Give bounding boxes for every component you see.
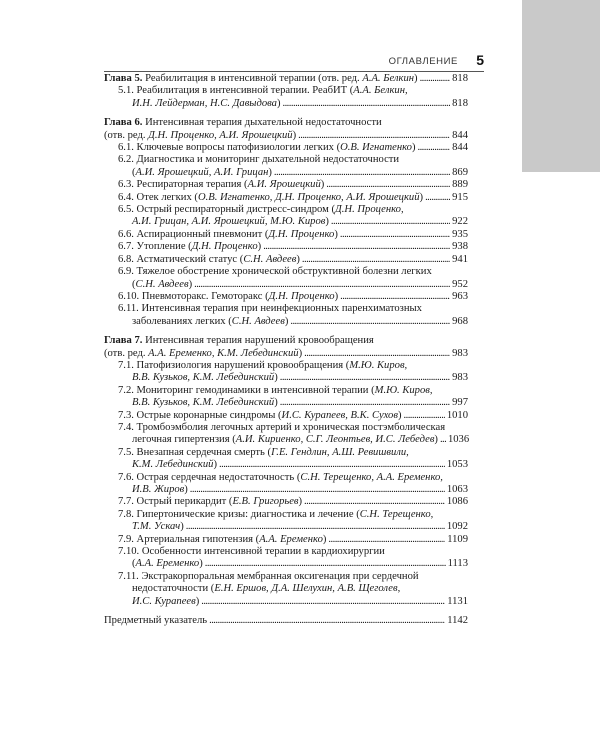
toc-section[interactable]: [104, 254, 468, 266]
leader-dots: [331, 216, 450, 228]
authors-text: М.Ю. Киров,: [374, 384, 433, 396]
toc-line-text: [118, 385, 433, 397]
toc-section[interactable]: [104, 385, 468, 410]
toc-section[interactable]: [104, 534, 468, 546]
title-text: 7.1. Патофизиология нарушений кровообращения (: [118, 359, 350, 371]
toc-section[interactable]: [104, 546, 468, 571]
page-ref: 915: [452, 191, 468, 203]
toc-line: [118, 98, 468, 110]
closing-text: ): [276, 97, 281, 109]
title-text: 6.2. Диагностика и мониторинг дыхательной недостаточности: [118, 154, 400, 166]
leader-dots: [417, 142, 450, 154]
toc-line: [118, 204, 468, 216]
toc-line-text: [145, 73, 418, 85]
title-text: 7.11. Экстракорпоральная мембранная оксигенация при сердечной: [118, 570, 419, 582]
toc-line-text: [132, 316, 288, 328]
toc-line-text: [132, 279, 192, 291]
page-ref: 818: [452, 97, 468, 109]
closing-text: ): [274, 372, 278, 384]
toc-line: [118, 558, 468, 570]
toc-section[interactable]: [104, 447, 468, 472]
leader-dots: [440, 434, 446, 446]
toc-line-text: [118, 142, 415, 154]
toc-line-text: [118, 360, 407, 372]
toc-line: [118, 216, 468, 228]
toc-line: [118, 360, 468, 372]
authors-text: И.С. Курапеев, В.К. Сухов: [281, 409, 398, 421]
toc-line-text: [104, 130, 296, 142]
toc-line-text: [132, 459, 217, 471]
toc-line-text: [132, 484, 188, 496]
closing-text: ): [284, 315, 289, 327]
toc-line: [118, 142, 468, 154]
toc-line-text: [118, 303, 422, 315]
authors-text: О.В. Игнатенко: [340, 142, 412, 154]
authors-text: В.В. Кузьков, К.М. Лебединский: [132, 372, 275, 384]
toc-section[interactable]: [104, 410, 468, 422]
toc-line: [118, 316, 468, 328]
title-text: 6.5. Острый респираторный дистресс-синдром (: [118, 204, 336, 216]
closing-text: ): [320, 179, 325, 191]
toc-line-text: [118, 266, 432, 278]
toc-line: [118, 85, 468, 97]
authors-text: Д.Н. Проценко: [268, 228, 335, 240]
title-text: заболеваниях легких (: [132, 315, 232, 327]
page-ref: 844: [452, 142, 468, 154]
authors-text: И.Н. Лейдерман, Н.С. Давыдова: [132, 97, 277, 109]
toc-section[interactable]: [104, 291, 468, 303]
title-text: (: [132, 558, 136, 570]
title-text: Реабилитация в интенсивной терапии (отв. ред.: [145, 73, 363, 84]
authors-text: К.М. Лебединский: [132, 459, 214, 471]
authors-text: Е.Н. Ершов, Д.А. Шелухин, А.В. Щеголев,: [214, 583, 401, 595]
toc-line: [118, 410, 468, 422]
toc-line: [118, 241, 468, 253]
toc-line-text: [118, 447, 409, 459]
toc-line: [118, 509, 468, 521]
title-text: 7.9. Артериальная гипотензия (: [118, 533, 260, 545]
toc-line: [118, 291, 468, 303]
toc-section[interactable]: [104, 241, 468, 253]
toc-line-text: [145, 117, 382, 129]
title-text: легочная гипертензия (: [132, 434, 236, 446]
closing-text: ): [334, 228, 338, 240]
page-edge-tab: [522, 0, 600, 172]
page-ref: 997: [452, 397, 468, 409]
page-ref: 983: [452, 372, 468, 384]
toc-line-text: [132, 558, 203, 570]
leader-dots: [274, 167, 450, 179]
authors-text: М.Ю. Киров,: [349, 359, 408, 371]
leader-dots: [209, 615, 445, 627]
toc-line-text: [145, 335, 374, 347]
title-text: 6.8. Астматический статус (: [118, 253, 244, 265]
page-ref: 952: [452, 278, 468, 290]
toc-section[interactable]: [104, 360, 468, 385]
leader-dots: [302, 254, 450, 266]
toc-line: [118, 571, 468, 583]
title-text: 6.1. Ключевые вопросы патофизиологии легких (: [118, 142, 341, 154]
closing-text: ): [325, 216, 329, 228]
toc-line-text: [118, 422, 445, 434]
page-number: 5: [476, 52, 484, 68]
closing-text: ): [195, 595, 200, 607]
authors-text: А.А. Белкин,: [353, 85, 408, 97]
authors-text: С.Н. Терещенко,: [359, 508, 434, 520]
toc-section[interactable]: [104, 154, 468, 179]
toc-line-text: [132, 521, 184, 533]
toc-chapter[interactable]: [104, 117, 468, 142]
toc-section[interactable]: [104, 509, 468, 534]
toc-line-text: [132, 596, 199, 608]
closing-text: ): [199, 558, 203, 570]
leader-dots: [304, 348, 450, 360]
page-ref: 1036: [447, 434, 470, 446]
toc-line-text: [118, 509, 433, 521]
leader-dots: [194, 279, 450, 291]
page-ref: 844: [452, 129, 468, 141]
title-text: 7.3. Острые коронарные синдромы (: [118, 409, 282, 421]
toc-line-text: [118, 410, 402, 422]
toc-line: [118, 472, 468, 484]
page-ref: 935: [452, 228, 468, 240]
title-text: 7.6. Острая сердечная недостаточность (: [118, 471, 301, 483]
toc-line: [118, 459, 468, 471]
closing-text: ): [434, 434, 438, 446]
toc-line: [118, 167, 468, 179]
toc-line: [118, 496, 468, 508]
page-ref: 1142: [447, 615, 468, 627]
authors-text: С.Н. Терещенко, А.А. Еременко,: [300, 471, 443, 483]
leader-dots: [205, 558, 446, 570]
title-text: 7.8. Гипертонические кризы: диагностика и лечение (: [118, 508, 360, 520]
toc-section[interactable]: [104, 204, 468, 229]
title-text: 5.1. Реабилитация в интенсивной терапии. РеабИТ (: [118, 85, 354, 97]
toc-line: [118, 484, 468, 496]
toc-section[interactable]: [104, 571, 468, 608]
toc-line: [118, 266, 468, 278]
toc-line: [118, 372, 468, 384]
toc-line: [118, 385, 468, 397]
toc-line: [118, 447, 468, 459]
leader-dots: [190, 484, 445, 496]
toc-section[interactable]: [104, 422, 468, 447]
page-ref: 1086: [446, 496, 468, 508]
page-ref: 922: [452, 216, 468, 228]
toc-line-text: [132, 167, 272, 179]
authors-text: А.И. Ярошецкий, А.И. Грицан: [135, 166, 269, 178]
title-text: (отв. ред.: [104, 347, 149, 359]
leader-dots: [326, 179, 450, 191]
toc-line: [118, 534, 468, 546]
toc-section[interactable]: [104, 142, 468, 154]
leader-dots: [186, 521, 445, 533]
toc-section[interactable]: [104, 472, 468, 497]
authors-text: С.Н. Авдеев: [231, 315, 285, 327]
title-text: 7.10. Особенности интенсивной терапии в кардиохирургии: [118, 546, 385, 558]
chapter-label: Глава 5.: [104, 73, 143, 84]
authors-text: А.А. Еременко: [135, 558, 200, 570]
leader-dots: [425, 192, 450, 204]
authors-text: А.А. Еременко: [259, 533, 323, 545]
title-text: 7.2. Мониторинг гемодинамики в интенсивной терапии (: [118, 384, 375, 396]
toc-line: [118, 434, 468, 446]
toc-line-text: [118, 534, 326, 546]
leader-dots: [340, 229, 450, 241]
title-text: 6.7. Утопление (: [118, 241, 192, 253]
page-ref: 1131: [447, 595, 468, 607]
title-text: (: [132, 278, 136, 290]
closing-text: ): [397, 409, 402, 421]
title-text: 6.4. Отек легких (: [118, 191, 198, 203]
toc-line-text: [118, 179, 324, 191]
toc-line-text: [118, 192, 423, 204]
chapter-label: Глава 7.: [104, 335, 143, 347]
closing-text: ): [257, 241, 262, 253]
authors-text: И.В. Жиров: [132, 484, 185, 495]
authors-text: И.С. Курапеев: [132, 595, 196, 607]
page-ref: 818: [452, 73, 468, 84]
page-ref: 941: [452, 253, 468, 265]
toc-line: [104, 335, 468, 347]
authors-text: А.И. Кириенко, С.Г. Леонтьев, И.С. Лебедев: [235, 434, 435, 446]
toc-line-text: [118, 204, 404, 216]
closing-text: ): [184, 484, 188, 495]
toc-section[interactable]: [104, 303, 468, 328]
closing-text: ): [188, 278, 193, 290]
closing-text: ): [411, 142, 416, 154]
authors-text: Д.Н. Проценко,: [335, 204, 404, 216]
leader-dots: [290, 316, 450, 328]
toc-line-text: [132, 98, 280, 110]
page-ref: 869: [452, 166, 468, 178]
title-text: 6.6. Аспирационный пневмонит (: [118, 228, 269, 240]
closing-text: ): [414, 73, 418, 84]
toc-line: [104, 615, 468, 627]
authors-text: А.И. Ярошецкий: [247, 179, 321, 191]
page-ref: 983: [452, 347, 468, 359]
title-text: 6.9. Тяжелое обострение хронической обструктивной болезни легких: [118, 266, 432, 278]
toc-line-text: [132, 434, 438, 446]
closing-text: ): [213, 459, 218, 471]
page-ref: 889: [452, 179, 468, 191]
toc-section[interactable]: [104, 192, 468, 204]
leader-dots: [404, 410, 445, 422]
toc-line-text: [118, 154, 399, 166]
page-ref: 1063: [446, 484, 468, 495]
leader-dots: [298, 130, 450, 142]
toc-section[interactable]: [104, 179, 468, 191]
toc-line: [104, 73, 468, 85]
toc-line-text: [104, 615, 207, 627]
toc-chapter[interactable]: [104, 335, 468, 360]
authors-text: Д.Н. Проценко: [268, 290, 335, 302]
toc-index-entry[interactable]: [104, 615, 468, 627]
toc-line-text: [118, 85, 408, 97]
toc-line-text: [118, 241, 261, 253]
authors-text: С.Н. Авдеев: [243, 253, 297, 265]
toc-line-text: [118, 496, 302, 508]
closing-text: ): [296, 253, 300, 265]
closing-text: ): [180, 521, 184, 533]
page-ref: 1010: [446, 409, 468, 421]
title-text: Предметный указатель: [104, 615, 208, 627]
title-text: 7.4. Тромбоэмболия легочных артерий и хроническая постэмболическая: [118, 421, 446, 433]
closing-text: ): [268, 166, 272, 178]
toc-line: [118, 229, 468, 241]
authors-text: Е.В. Григорьев: [232, 496, 299, 508]
title-text: недостаточности (: [132, 583, 215, 595]
toc-section[interactable]: [104, 496, 468, 508]
title-text: (: [132, 166, 136, 178]
authors-text: Д.Н. Проценко, А.И. Ярошецкий: [148, 129, 293, 141]
toc-line: [118, 279, 468, 291]
toc-section[interactable]: [104, 85, 468, 110]
toc-line: [118, 596, 468, 608]
toc-line-text: [104, 348, 302, 360]
toc-line-text: [118, 472, 443, 484]
authors-text: В.В. Кузьков, К.М. Лебединский: [132, 397, 275, 409]
leader-dots: [328, 534, 445, 546]
toc-line-text: [118, 546, 385, 558]
running-title: ОГЛАВЛЕНИЕ: [388, 56, 458, 67]
closing-text: ): [292, 129, 297, 141]
toc-line-text: [118, 229, 338, 241]
page-ref: 1053: [446, 459, 468, 471]
authors-text: Д.Н. Проценко: [191, 241, 258, 253]
leader-dots: [420, 73, 451, 85]
toc-line: [104, 348, 468, 360]
leader-dots: [304, 496, 445, 508]
authors-text: О.В. Игнатенко, Д.Н. Проценко, А.И. Ярошецкий: [197, 191, 420, 203]
authors-text: С.Н. Авдеев: [135, 278, 189, 290]
toc-line-text: [132, 372, 278, 384]
toc-line-text: [118, 254, 300, 266]
title-text: 6.10. Пневмоторакс. Гемоторакс (: [118, 290, 269, 302]
toc-line: [118, 154, 468, 166]
title-text: Интенсивная терапия дыхательной недостаточности: [145, 117, 382, 129]
closing-text: ): [334, 290, 339, 302]
title-text: 6.11. Интенсивная терапия при неинфекционных паренхиматозных: [118, 303, 422, 315]
page-ref: 1109: [447, 533, 468, 545]
toc-line: [118, 521, 468, 533]
toc-line-text: [118, 571, 419, 583]
leader-dots: [219, 459, 445, 471]
header-rule: [104, 71, 484, 72]
toc-line: [104, 130, 468, 142]
page-ref: 1092: [446, 521, 468, 533]
page-ref: 968: [452, 315, 468, 327]
leader-dots: [340, 291, 450, 303]
leader-dots: [280, 397, 450, 409]
toc-chapter[interactable]: [104, 73, 468, 85]
authors-text: Т.М. Ускач: [132, 521, 181, 533]
closing-text: ): [322, 533, 327, 545]
leader-dots: [263, 241, 450, 253]
closing-text: ): [298, 347, 303, 359]
leader-dots: [282, 98, 450, 110]
leader-dots: [201, 596, 445, 608]
toc-line-text: [118, 291, 338, 303]
title-text: 7.7. Острый перикардит (: [118, 496, 233, 508]
toc-line: [118, 303, 468, 315]
page-ref: 938: [452, 241, 468, 253]
toc-line-text: [132, 583, 400, 595]
page-ref: 1113: [447, 558, 468, 570]
toc-line: [118, 179, 468, 191]
toc-section[interactable]: [104, 266, 468, 291]
closing-text: ): [419, 191, 424, 203]
title-text: (отв. ред.: [104, 129, 149, 141]
toc-line: [118, 422, 468, 434]
page-header: [104, 52, 484, 70]
title-text: Интенсивная терапия нарушений кровообращения: [145, 335, 374, 347]
authors-text: А.А. Еременко, К.М. Лебединский: [148, 347, 299, 359]
table-of-contents: [104, 73, 468, 627]
toc-line: [118, 192, 468, 204]
chapter-label: Глава 6.: [104, 117, 143, 129]
toc-line-text: [132, 397, 278, 409]
toc-line-text: [132, 216, 329, 228]
authors-text: А.А. Белкин: [362, 73, 415, 84]
title-text: 7.5. Внезапная сердечная смерть (: [118, 446, 272, 458]
title-text: 6.3. Респираторная терапия (: [118, 179, 248, 191]
closing-text: ): [274, 397, 278, 409]
toc-line: [118, 583, 468, 595]
toc-section[interactable]: [104, 229, 468, 241]
closing-text: ): [298, 496, 303, 508]
toc-line: [118, 546, 468, 558]
authors-text: А.И. Грицан, А.И. Ярошецкий, М.Ю. Киров: [132, 216, 326, 228]
toc-line: [118, 254, 468, 266]
toc-line: [118, 397, 468, 409]
authors-text: Г.Е. Гендлин, А.Ш. Ревишвили,: [271, 446, 409, 458]
page-ref: 963: [452, 290, 468, 302]
leader-dots: [280, 372, 450, 384]
toc-line: [104, 117, 468, 129]
